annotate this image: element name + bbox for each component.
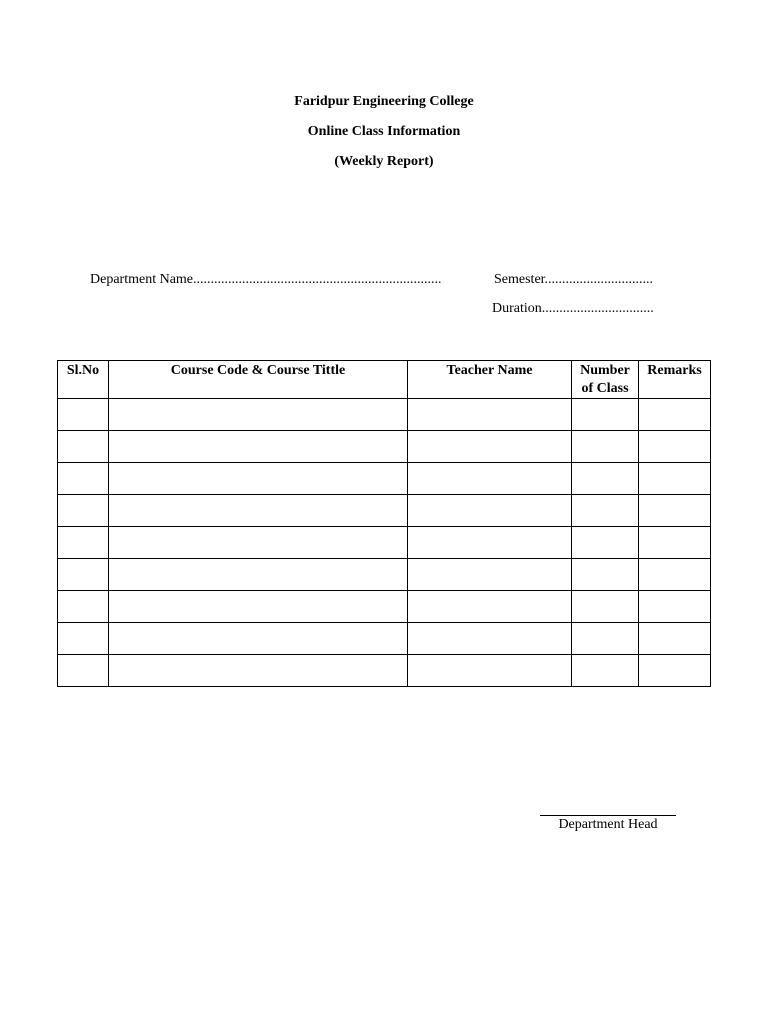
teacher-cell[interactable] — [408, 463, 572, 495]
course-cell[interactable] — [109, 527, 408, 559]
remarks-cell[interactable] — [639, 431, 711, 463]
department-head-label: Department Head — [558, 817, 658, 832]
sl-no-cell[interactable] — [58, 495, 109, 527]
header-number-of-class — [572, 361, 639, 399]
number-cell[interactable] — [572, 495, 639, 527]
header-teacher-name: Teacher Name — [408, 361, 572, 399]
sl-no-cell[interactable] — [58, 591, 109, 623]
course-cell[interactable] — [109, 399, 408, 431]
teacher-cell[interactable] — [408, 623, 572, 655]
number-cell[interactable] — [572, 591, 639, 623]
course-cell[interactable] — [109, 495, 408, 527]
table-row — [58, 495, 711, 527]
sl-no-cell[interactable] — [58, 463, 109, 495]
department-name-field: Department Name....................................................................... — [90, 272, 442, 287]
teacher-cell[interactable] — [408, 591, 572, 623]
table-row — [58, 655, 711, 687]
number-cell[interactable] — [572, 623, 639, 655]
table-row — [58, 527, 711, 559]
table-header-row — [58, 361, 711, 399]
number-cell[interactable] — [572, 431, 639, 463]
course-cell[interactable] — [109, 559, 408, 591]
header-number-line-2: of Class — [581, 381, 629, 396]
college-name: Faridpur Engineering College — [294, 94, 474, 109]
course-cell[interactable] — [109, 463, 408, 495]
report-title: Online Class Information — [307, 124, 461, 139]
teacher-cell[interactable] — [408, 527, 572, 559]
header-number-line-1: Number — [580, 363, 630, 378]
semester-field: Semester............................... — [494, 272, 654, 287]
remarks-cell[interactable] — [639, 527, 711, 559]
weekly-report-table — [57, 360, 711, 687]
remarks-cell[interactable] — [639, 623, 711, 655]
course-cell[interactable] — [109, 431, 408, 463]
report-subtitle: (Weekly Report) — [334, 154, 434, 169]
header-sl-no: Sl.No — [58, 361, 109, 399]
table-row — [58, 623, 711, 655]
table-row — [58, 399, 711, 431]
number-cell[interactable] — [572, 527, 639, 559]
remarks-cell[interactable] — [639, 495, 711, 527]
remarks-cell[interactable] — [639, 591, 711, 623]
remarks-cell[interactable] — [639, 559, 711, 591]
teacher-cell[interactable] — [408, 431, 572, 463]
teacher-cell[interactable] — [408, 559, 572, 591]
course-cell[interactable] — [109, 591, 408, 623]
sl-no-cell[interactable] — [58, 527, 109, 559]
table-row — [58, 591, 711, 623]
sl-no-cell[interactable] — [58, 559, 109, 591]
number-cell[interactable] — [572, 463, 639, 495]
remarks-cell[interactable] — [639, 463, 711, 495]
teacher-cell[interactable] — [408, 399, 572, 431]
teacher-cell[interactable] — [408, 655, 572, 687]
remarks-cell[interactable] — [639, 399, 711, 431]
table-row — [58, 431, 711, 463]
sl-no-cell[interactable] — [58, 399, 109, 431]
remarks-cell[interactable] — [639, 655, 711, 687]
number-cell[interactable] — [572, 655, 639, 687]
table-row — [58, 559, 711, 591]
teacher-cell[interactable] — [408, 495, 572, 527]
course-cell[interactable] — [109, 623, 408, 655]
header-remarks: Remarks — [639, 361, 711, 399]
duration-field: Duration................................ — [492, 301, 654, 316]
number-cell[interactable] — [572, 559, 639, 591]
number-cell[interactable] — [572, 399, 639, 431]
header-course-code-title: Course Code & Course Tittle — [109, 361, 408, 399]
course-cell[interactable] — [109, 655, 408, 687]
table-row — [58, 463, 711, 495]
sl-no-cell[interactable] — [58, 431, 109, 463]
sl-no-cell[interactable] — [58, 655, 109, 687]
sl-no-cell[interactable] — [58, 623, 109, 655]
